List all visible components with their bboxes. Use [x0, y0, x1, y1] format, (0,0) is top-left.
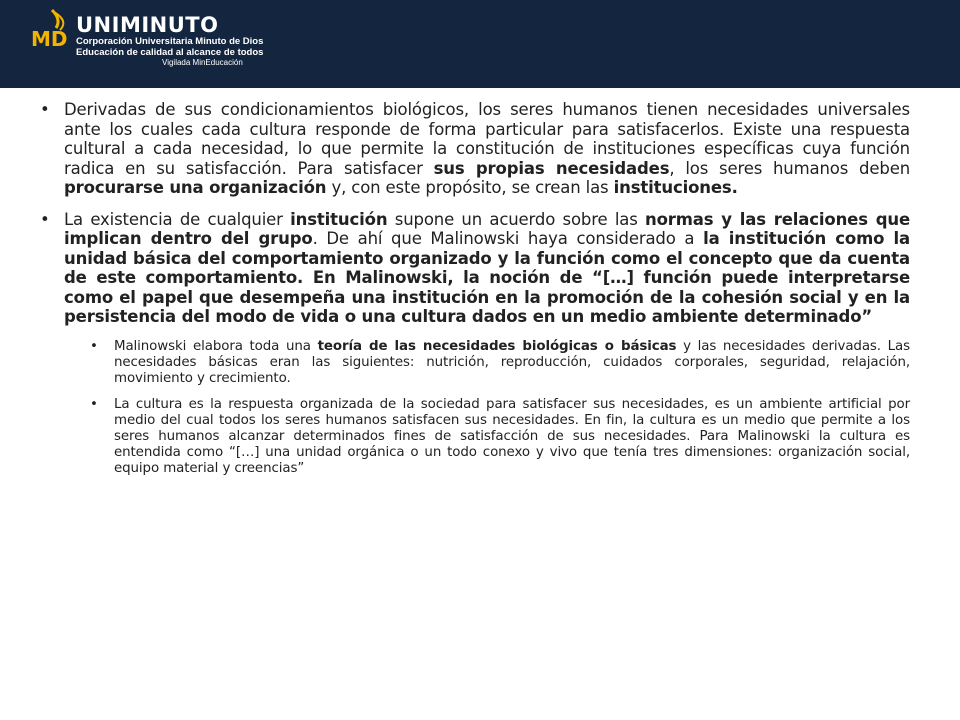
bullet-item	[38, 100, 910, 198]
brand-line-3: Vigilada MinEducación	[162, 58, 243, 67]
brand-name: UNIMINUTO	[76, 13, 219, 37]
text-segment: y las necesidades derivadas. Las necesidades básicas eran las siguientes: nutrición, reproducción, cuidados corporales, seguridad, relajación, movimiento y crecimiento.	[114, 338, 911, 386]
bold-text-segment: institución	[290, 209, 388, 229]
text-segment: La existencia de cualquier	[64, 209, 291, 229]
bold-text-segment: procurarse una organización	[64, 178, 327, 197]
text-segment: La cultura es la respuesta organizada de la sociedad para satisfacer sus necesidades, es un ambiente artificial por medio del cual todos los seres humanos satisfacen sus necesidades. En fin, la cultura es un medio que permite a los seres humanos alcanzar determinados fines de satisfacción de sus necesidades. Para Malinowski la cultura es entendida como “[…] una unidad orgánica o un todo conexo y vivo que tenía tres dimensiones: organización social, equipo material y creencias”	[114, 396, 910, 476]
text-segment: y, con este propósito, se crean las	[326, 178, 614, 197]
sub-bullet-item	[90, 397, 910, 477]
text-segment: Malinowski elabora toda una	[114, 338, 318, 354]
text-segment: . De ahí que Malinowski haya considerado a	[312, 229, 704, 248]
slide-content	[38, 100, 910, 487]
bold-text-segment: instituciones.	[613, 178, 738, 197]
main-bullet-list	[38, 100, 910, 327]
bold-text-segment: la institución como la unidad básica del comportamiento organizado y la función como el concepto que da cuenta de este comportamiento. En Malinowski, la noción de “[…] función puede interpretarse como el papel que desempeña una institución en la promoción de la cohesión social y en la persistencia del modo de vida o una cultura dados en un medio ambiente determinado”	[64, 229, 911, 326]
bold-text-segment: sus propias necesidades	[433, 158, 670, 178]
bold-text-segment: teoría de las necesidades biológicas o básicas	[317, 338, 677, 354]
text-segment: , los seres humanos deben	[669, 158, 910, 178]
text-segment: Derivadas de sus condicionamientos biológicos, los seres humanos tienen necesidades universales ante los cuales cada cultura responde de forma particular para satisfacerlos. Existe una respuesta cultural a cada necesidad, lo que permite la constitución de instituciones específicas cuya función radica en su satisfacción. Para satisfacer	[64, 100, 910, 178]
text-segment: supone un acuerdo sobre las	[387, 209, 645, 229]
header-bar	[0, 0, 960, 88]
sub-bullet-item	[90, 339, 910, 387]
svg-text:MD: MD	[31, 27, 68, 51]
logo-mark-icon	[30, 8, 76, 58]
bullet-item	[38, 210, 910, 327]
brand-line-1: Corporación Universitaria Minuto de Dios	[76, 36, 264, 47]
bold-text-segment: normas y las relaciones que implican dentro del grupo	[64, 209, 911, 248]
uniminuto-logo	[30, 8, 270, 70]
sub-bullet-list	[38, 339, 910, 477]
brand-line-2: Educación de calidad al alcance de todos	[76, 47, 264, 58]
